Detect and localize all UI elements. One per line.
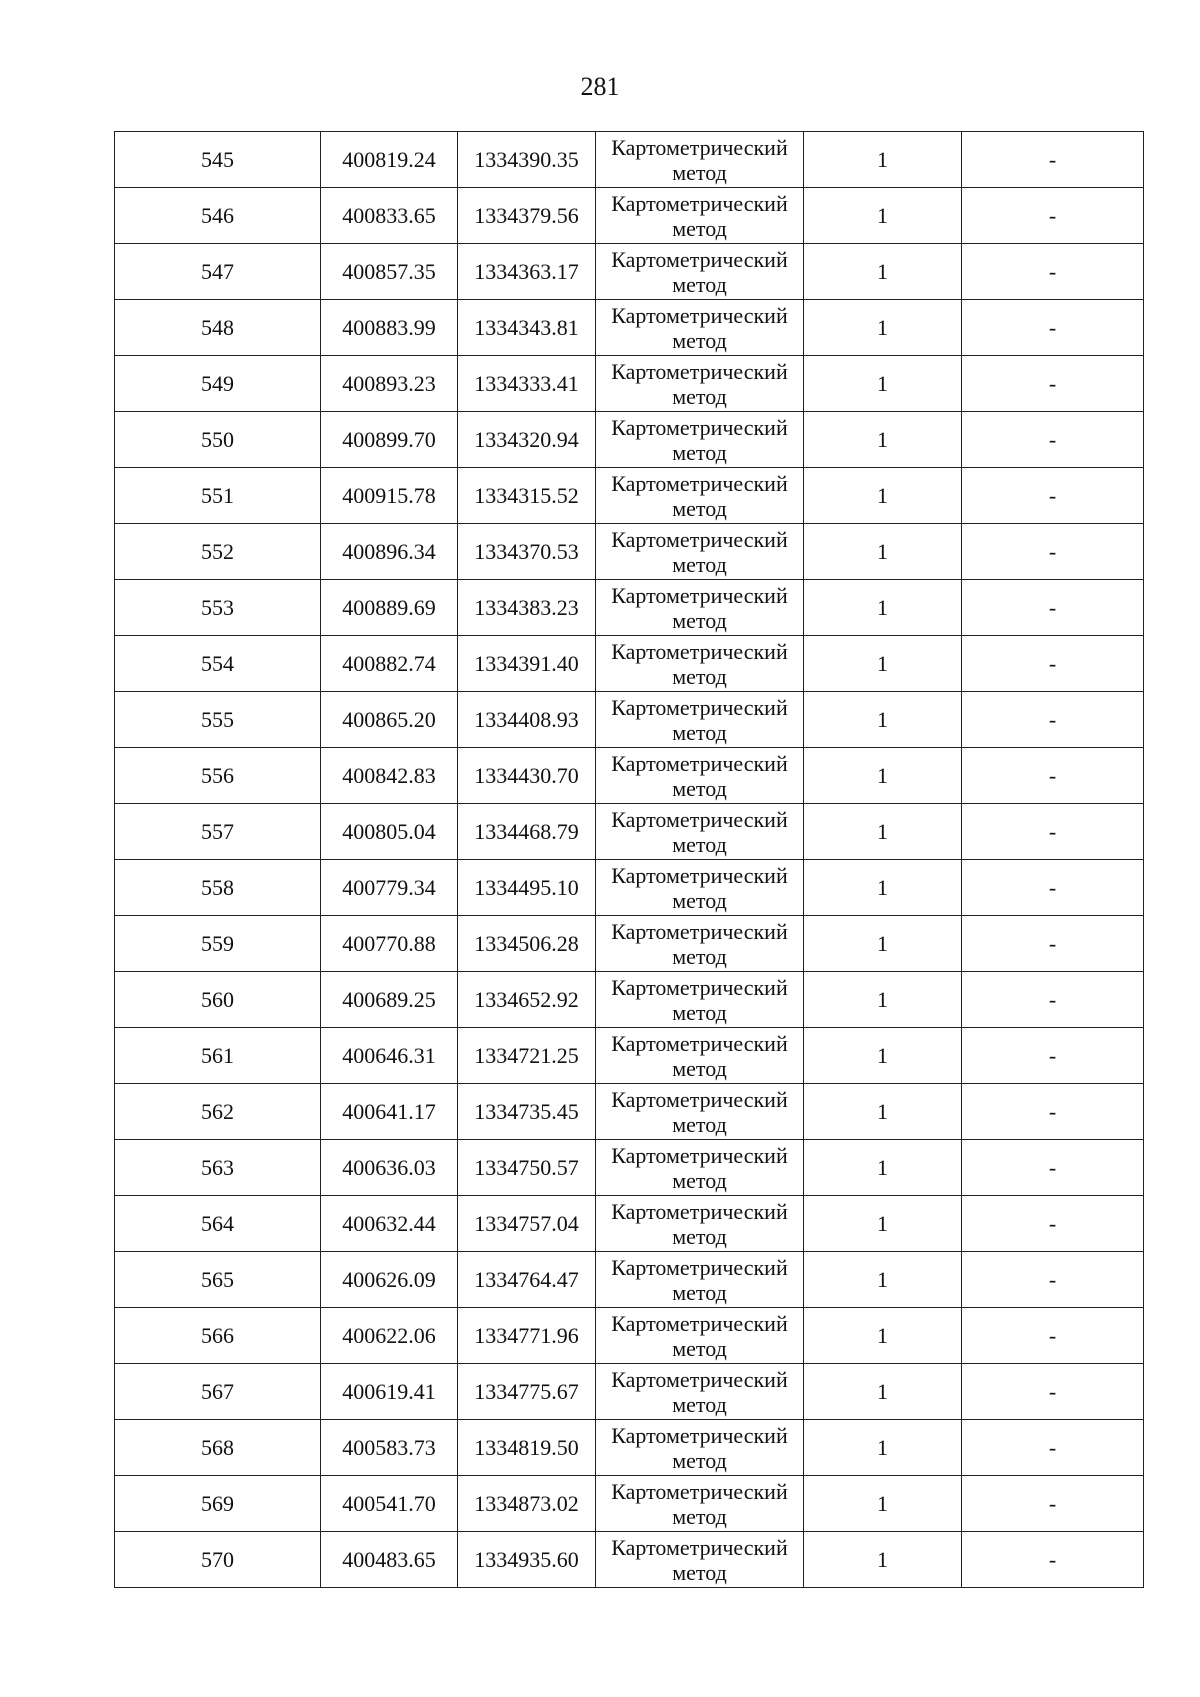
method-line-1: Картометрический	[611, 1087, 788, 1112]
note-cell: -	[962, 188, 1144, 244]
table-row	[115, 1476, 1144, 1532]
point-number-cell: 555	[115, 692, 321, 748]
method-cell	[596, 132, 804, 188]
table-row	[115, 356, 1144, 412]
y-coordinate-cell: 1334935.60	[458, 1532, 596, 1588]
method-line-1: Картометрический	[611, 1423, 788, 1448]
accuracy-cell: 1	[804, 860, 962, 916]
method-line-1: Картометрический	[611, 1535, 788, 1560]
y-coordinate-cell: 1334379.56	[458, 188, 596, 244]
x-coordinate-cell: 400915.78	[321, 468, 458, 524]
method-line-2: метод	[672, 720, 727, 745]
method-line-2: метод	[672, 552, 727, 577]
accuracy-cell: 1	[804, 412, 962, 468]
point-number-cell: 557	[115, 804, 321, 860]
method-cell	[596, 636, 804, 692]
method-cell	[596, 1084, 804, 1140]
table-row	[115, 1140, 1144, 1196]
y-coordinate-cell: 1334320.94	[458, 412, 596, 468]
y-coordinate-cell: 1334757.04	[458, 1196, 596, 1252]
point-number-cell: 570	[115, 1532, 321, 1588]
note-cell: -	[962, 1364, 1144, 1420]
x-coordinate-cell: 400689.25	[321, 972, 458, 1028]
x-coordinate-cell: 400583.73	[321, 1420, 458, 1476]
table-row	[115, 300, 1144, 356]
coordinates-table-body	[115, 132, 1144, 1588]
x-coordinate-cell: 400857.35	[321, 244, 458, 300]
x-coordinate-cell: 400626.09	[321, 1252, 458, 1308]
method-line-1: Картометрический	[611, 415, 788, 440]
accuracy-cell: 1	[804, 300, 962, 356]
note-cell: -	[962, 972, 1144, 1028]
point-number-cell: 559	[115, 916, 321, 972]
y-coordinate-cell: 1334764.47	[458, 1252, 596, 1308]
method-line-2: метод	[672, 328, 727, 353]
table-row	[115, 972, 1144, 1028]
accuracy-cell: 1	[804, 244, 962, 300]
table-row	[115, 804, 1144, 860]
method-line-2: метод	[672, 272, 727, 297]
note-cell: -	[962, 468, 1144, 524]
y-coordinate-cell: 1334721.25	[458, 1028, 596, 1084]
x-coordinate-cell: 400889.69	[321, 580, 458, 636]
y-coordinate-cell: 1334363.17	[458, 244, 596, 300]
accuracy-cell: 1	[804, 1532, 962, 1588]
point-number-cell: 550	[115, 412, 321, 468]
accuracy-cell: 1	[804, 1364, 962, 1420]
method-line-2: метод	[672, 1056, 727, 1081]
note-cell: -	[962, 692, 1144, 748]
method-line-2: метод	[672, 776, 727, 801]
point-number-cell: 546	[115, 188, 321, 244]
note-cell: -	[962, 1196, 1144, 1252]
table-row	[115, 748, 1144, 804]
y-coordinate-cell: 1334652.92	[458, 972, 596, 1028]
point-number-cell: 565	[115, 1252, 321, 1308]
y-coordinate-cell: 1334390.35	[458, 132, 596, 188]
method-line-1: Картометрический	[611, 191, 788, 216]
y-coordinate-cell: 1334750.57	[458, 1140, 596, 1196]
point-number-cell: 560	[115, 972, 321, 1028]
accuracy-cell: 1	[804, 468, 962, 524]
method-cell	[596, 804, 804, 860]
note-cell: -	[962, 524, 1144, 580]
x-coordinate-cell: 400883.99	[321, 300, 458, 356]
accuracy-cell: 1	[804, 1476, 962, 1532]
method-line-1: Картометрический	[611, 1143, 788, 1168]
note-cell: -	[962, 1308, 1144, 1364]
note-cell: -	[962, 132, 1144, 188]
x-coordinate-cell: 400865.20	[321, 692, 458, 748]
table-row	[115, 1364, 1144, 1420]
method-line-1: Картометрический	[611, 695, 788, 720]
accuracy-cell: 1	[804, 1028, 962, 1084]
x-coordinate-cell: 400899.70	[321, 412, 458, 468]
method-cell	[596, 356, 804, 412]
accuracy-cell: 1	[804, 1252, 962, 1308]
accuracy-cell: 1	[804, 1196, 962, 1252]
point-number-cell: 551	[115, 468, 321, 524]
method-cell	[596, 1028, 804, 1084]
note-cell: -	[962, 804, 1144, 860]
point-number-cell: 548	[115, 300, 321, 356]
method-line-2: метод	[672, 1112, 727, 1137]
accuracy-cell: 1	[804, 692, 962, 748]
method-cell	[596, 1476, 804, 1532]
method-line-2: метод	[672, 384, 727, 409]
table-row	[115, 1196, 1144, 1252]
accuracy-cell: 1	[804, 1084, 962, 1140]
accuracy-cell: 1	[804, 132, 962, 188]
coordinates-table	[114, 131, 1144, 1588]
y-coordinate-cell: 1334370.53	[458, 524, 596, 580]
note-cell: -	[962, 1084, 1144, 1140]
x-coordinate-cell: 400893.23	[321, 356, 458, 412]
method-line-2: метод	[672, 1448, 727, 1473]
point-number-cell: 553	[115, 580, 321, 636]
table-row	[115, 1308, 1144, 1364]
table-row	[115, 1028, 1144, 1084]
note-cell: -	[962, 860, 1144, 916]
x-coordinate-cell: 400641.17	[321, 1084, 458, 1140]
table-row	[115, 1252, 1144, 1308]
x-coordinate-cell: 400882.74	[321, 636, 458, 692]
method-line-1: Картометрический	[611, 863, 788, 888]
accuracy-cell: 1	[804, 972, 962, 1028]
method-cell	[596, 1196, 804, 1252]
y-coordinate-cell: 1334315.52	[458, 468, 596, 524]
method-cell	[596, 972, 804, 1028]
method-cell	[596, 916, 804, 972]
accuracy-cell: 1	[804, 748, 962, 804]
note-cell: -	[962, 356, 1144, 412]
method-cell	[596, 1532, 804, 1588]
method-line-2: метод	[672, 1560, 727, 1585]
accuracy-cell: 1	[804, 356, 962, 412]
method-line-1: Картометрический	[611, 583, 788, 608]
method-cell	[596, 468, 804, 524]
x-coordinate-cell: 400636.03	[321, 1140, 458, 1196]
accuracy-cell: 1	[804, 580, 962, 636]
method-line-1: Картометрический	[611, 1199, 788, 1224]
x-coordinate-cell: 400770.88	[321, 916, 458, 972]
method-line-2: метод	[672, 944, 727, 969]
y-coordinate-cell: 1334873.02	[458, 1476, 596, 1532]
method-line-2: метод	[672, 1224, 727, 1249]
y-coordinate-cell: 1334408.93	[458, 692, 596, 748]
table-row	[115, 1532, 1144, 1588]
method-line-1: Картометрический	[611, 751, 788, 776]
x-coordinate-cell: 400896.34	[321, 524, 458, 580]
method-line-1: Картометрический	[611, 975, 788, 1000]
accuracy-cell: 1	[804, 188, 962, 244]
method-line-1: Картометрический	[611, 1255, 788, 1280]
note-cell: -	[962, 1532, 1144, 1588]
method-cell	[596, 244, 804, 300]
accuracy-cell: 1	[804, 636, 962, 692]
note-cell: -	[962, 580, 1144, 636]
table-row	[115, 468, 1144, 524]
point-number-cell: 547	[115, 244, 321, 300]
point-number-cell: 549	[115, 356, 321, 412]
method-cell	[596, 692, 804, 748]
accuracy-cell: 1	[804, 1308, 962, 1364]
x-coordinate-cell: 400842.83	[321, 748, 458, 804]
method-cell	[596, 860, 804, 916]
point-number-cell: 569	[115, 1476, 321, 1532]
method-cell	[596, 1364, 804, 1420]
method-line-1: Картометрический	[611, 1479, 788, 1504]
x-coordinate-cell: 400541.70	[321, 1476, 458, 1532]
method-line-2: метод	[672, 832, 727, 857]
y-coordinate-cell: 1334391.40	[458, 636, 596, 692]
method-cell	[596, 188, 804, 244]
table-row	[115, 636, 1144, 692]
method-line-2: метод	[672, 608, 727, 633]
x-coordinate-cell: 400819.24	[321, 132, 458, 188]
method-line-2: метод	[672, 1504, 727, 1529]
point-number-cell: 566	[115, 1308, 321, 1364]
point-number-cell: 556	[115, 748, 321, 804]
y-coordinate-cell: 1334506.28	[458, 916, 596, 972]
method-line-2: метод	[672, 888, 727, 913]
method-line-2: метод	[672, 1336, 727, 1361]
y-coordinate-cell: 1334735.45	[458, 1084, 596, 1140]
accuracy-cell: 1	[804, 916, 962, 972]
note-cell: -	[962, 916, 1144, 972]
table-row	[115, 580, 1144, 636]
point-number-cell: 558	[115, 860, 321, 916]
point-number-cell: 562	[115, 1084, 321, 1140]
note-cell: -	[962, 636, 1144, 692]
y-coordinate-cell: 1334771.96	[458, 1308, 596, 1364]
method-line-2: метод	[672, 1280, 727, 1305]
table-row	[115, 692, 1144, 748]
point-number-cell: 567	[115, 1364, 321, 1420]
y-coordinate-cell: 1334383.23	[458, 580, 596, 636]
method-line-2: метод	[672, 160, 727, 185]
point-number-cell: 552	[115, 524, 321, 580]
note-cell: -	[962, 412, 1144, 468]
point-number-cell: 568	[115, 1420, 321, 1476]
x-coordinate-cell: 400632.44	[321, 1196, 458, 1252]
y-coordinate-cell: 1334333.41	[458, 356, 596, 412]
table-row	[115, 524, 1144, 580]
note-cell: -	[962, 748, 1144, 804]
method-line-1: Картометрический	[611, 1031, 788, 1056]
method-line-1: Картометрический	[611, 359, 788, 384]
point-number-cell: 564	[115, 1196, 321, 1252]
y-coordinate-cell: 1334495.10	[458, 860, 596, 916]
note-cell: -	[962, 1140, 1144, 1196]
method-line-1: Картометрический	[611, 807, 788, 832]
method-cell	[596, 300, 804, 356]
table-row	[115, 244, 1144, 300]
method-cell	[596, 580, 804, 636]
table-row	[115, 132, 1144, 188]
method-line-1: Картометрический	[611, 639, 788, 664]
method-line-1: Картометрический	[611, 135, 788, 160]
page-number: 281	[580, 72, 620, 101]
accuracy-cell: 1	[804, 1140, 962, 1196]
method-line-1: Картометрический	[611, 919, 788, 944]
point-number-cell: 561	[115, 1028, 321, 1084]
accuracy-cell: 1	[804, 1420, 962, 1476]
x-coordinate-cell: 400646.31	[321, 1028, 458, 1084]
method-line-2: метод	[672, 216, 727, 241]
x-coordinate-cell: 400622.06	[321, 1308, 458, 1364]
accuracy-cell: 1	[804, 524, 962, 580]
point-number-cell: 554	[115, 636, 321, 692]
table-row	[115, 860, 1144, 916]
method-cell	[596, 524, 804, 580]
note-cell: -	[962, 300, 1144, 356]
method-line-1: Картометрический	[611, 303, 788, 328]
table-row	[115, 1420, 1144, 1476]
y-coordinate-cell: 1334343.81	[458, 300, 596, 356]
method-line-1: Картометрический	[611, 1311, 788, 1336]
method-cell	[596, 748, 804, 804]
table-row	[115, 916, 1144, 972]
method-line-1: Картометрический	[611, 471, 788, 496]
point-number-cell: 563	[115, 1140, 321, 1196]
method-cell	[596, 1140, 804, 1196]
y-coordinate-cell: 1334430.70	[458, 748, 596, 804]
method-cell	[596, 1420, 804, 1476]
method-line-2: метод	[672, 496, 727, 521]
accuracy-cell: 1	[804, 804, 962, 860]
method-line-2: метод	[672, 664, 727, 689]
x-coordinate-cell: 400483.65	[321, 1532, 458, 1588]
method-cell	[596, 1252, 804, 1308]
method-line-2: метод	[672, 1168, 727, 1193]
y-coordinate-cell: 1334775.67	[458, 1364, 596, 1420]
method-line-1: Картометрический	[611, 247, 788, 272]
method-cell	[596, 412, 804, 468]
note-cell: -	[962, 244, 1144, 300]
table-row	[115, 1084, 1144, 1140]
x-coordinate-cell: 400805.04	[321, 804, 458, 860]
table-row	[115, 188, 1144, 244]
point-number-cell: 545	[115, 132, 321, 188]
note-cell: -	[962, 1476, 1144, 1532]
x-coordinate-cell: 400833.65	[321, 188, 458, 244]
method-line-1: Картометрический	[611, 1367, 788, 1392]
note-cell: -	[962, 1420, 1144, 1476]
y-coordinate-cell: 1334819.50	[458, 1420, 596, 1476]
method-line-2: метод	[672, 1392, 727, 1417]
method-line-1: Картометрический	[611, 527, 788, 552]
table-row	[115, 412, 1144, 468]
method-cell	[596, 1308, 804, 1364]
note-cell: -	[962, 1028, 1144, 1084]
method-line-2: метод	[672, 440, 727, 465]
method-line-2: метод	[672, 1000, 727, 1025]
x-coordinate-cell: 400779.34	[321, 860, 458, 916]
y-coordinate-cell: 1334468.79	[458, 804, 596, 860]
note-cell: -	[962, 1252, 1144, 1308]
x-coordinate-cell: 400619.41	[321, 1364, 458, 1420]
